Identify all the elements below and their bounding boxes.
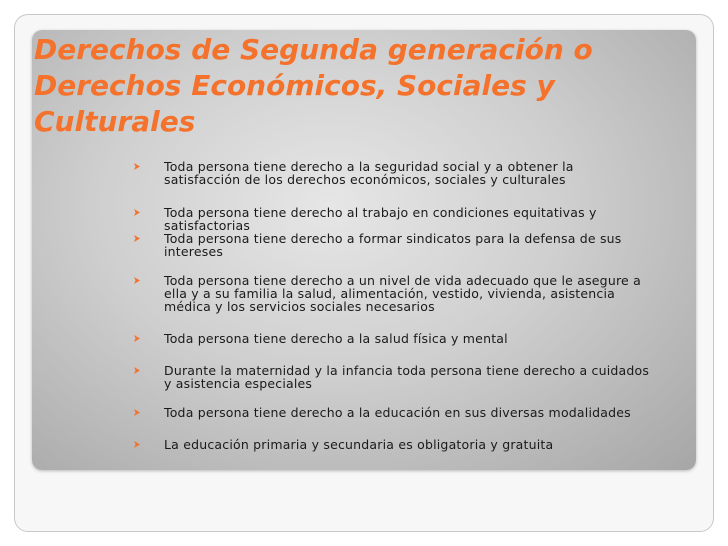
list-item <box>130 438 650 451</box>
bullet-icon <box>134 277 140 284</box>
bullet-icon <box>134 235 140 242</box>
bullet-text: Toda persona tiene derecho a la seguridad social y a obtener la satisfacción de los derechos económicos, sociales y culturales <box>164 159 574 187</box>
title-line-1: Derechos de Segunda generación o <box>34 33 593 66</box>
slide-title <box>34 32 694 140</box>
title-line-2: Derechos Económicos, Sociales y <box>34 69 555 102</box>
bullet-text: Toda persona tiene derecho a la educación en sus diversas modalidades <box>164 405 631 420</box>
bullet-text: Durante la maternidad y la infancia toda persona tiene derecho a cuidados y asistencia especiales <box>164 363 650 391</box>
bullet-text: Toda persona tiene derecho al trabajo en condiciones equitativas y satisfactorias <box>164 205 597 233</box>
bullet-icon <box>134 409 140 416</box>
bullet-icon <box>134 335 140 342</box>
list-item <box>130 206 650 232</box>
list-item <box>130 232 650 258</box>
bullet-text: Toda persona tiene derecho a un nivel de vida adecuado que le asegure a ella y a su familia la salud, alimentación, vestido, vivienda, asistencia médica y los servicios sociales necesarios <box>164 273 641 314</box>
list-item <box>130 364 650 390</box>
bullet-icon <box>134 441 140 448</box>
title-line-3: Culturales <box>34 105 196 138</box>
list-item <box>130 274 650 313</box>
bullet-icon <box>134 209 140 216</box>
bullet-icon <box>134 367 140 374</box>
bullet-text: Toda persona tiene derecho a la salud física y mental <box>164 331 508 346</box>
bullet-text: La educación primaria y secundaria es obligatoria y gratuita <box>164 437 554 452</box>
list-item <box>130 160 650 186</box>
bullet-text: Toda persona tiene derecho a formar sindicatos para la defensa de sus intereses <box>164 231 622 259</box>
list-item <box>130 332 650 345</box>
list-item <box>130 406 650 419</box>
bullet-icon <box>134 163 140 170</box>
